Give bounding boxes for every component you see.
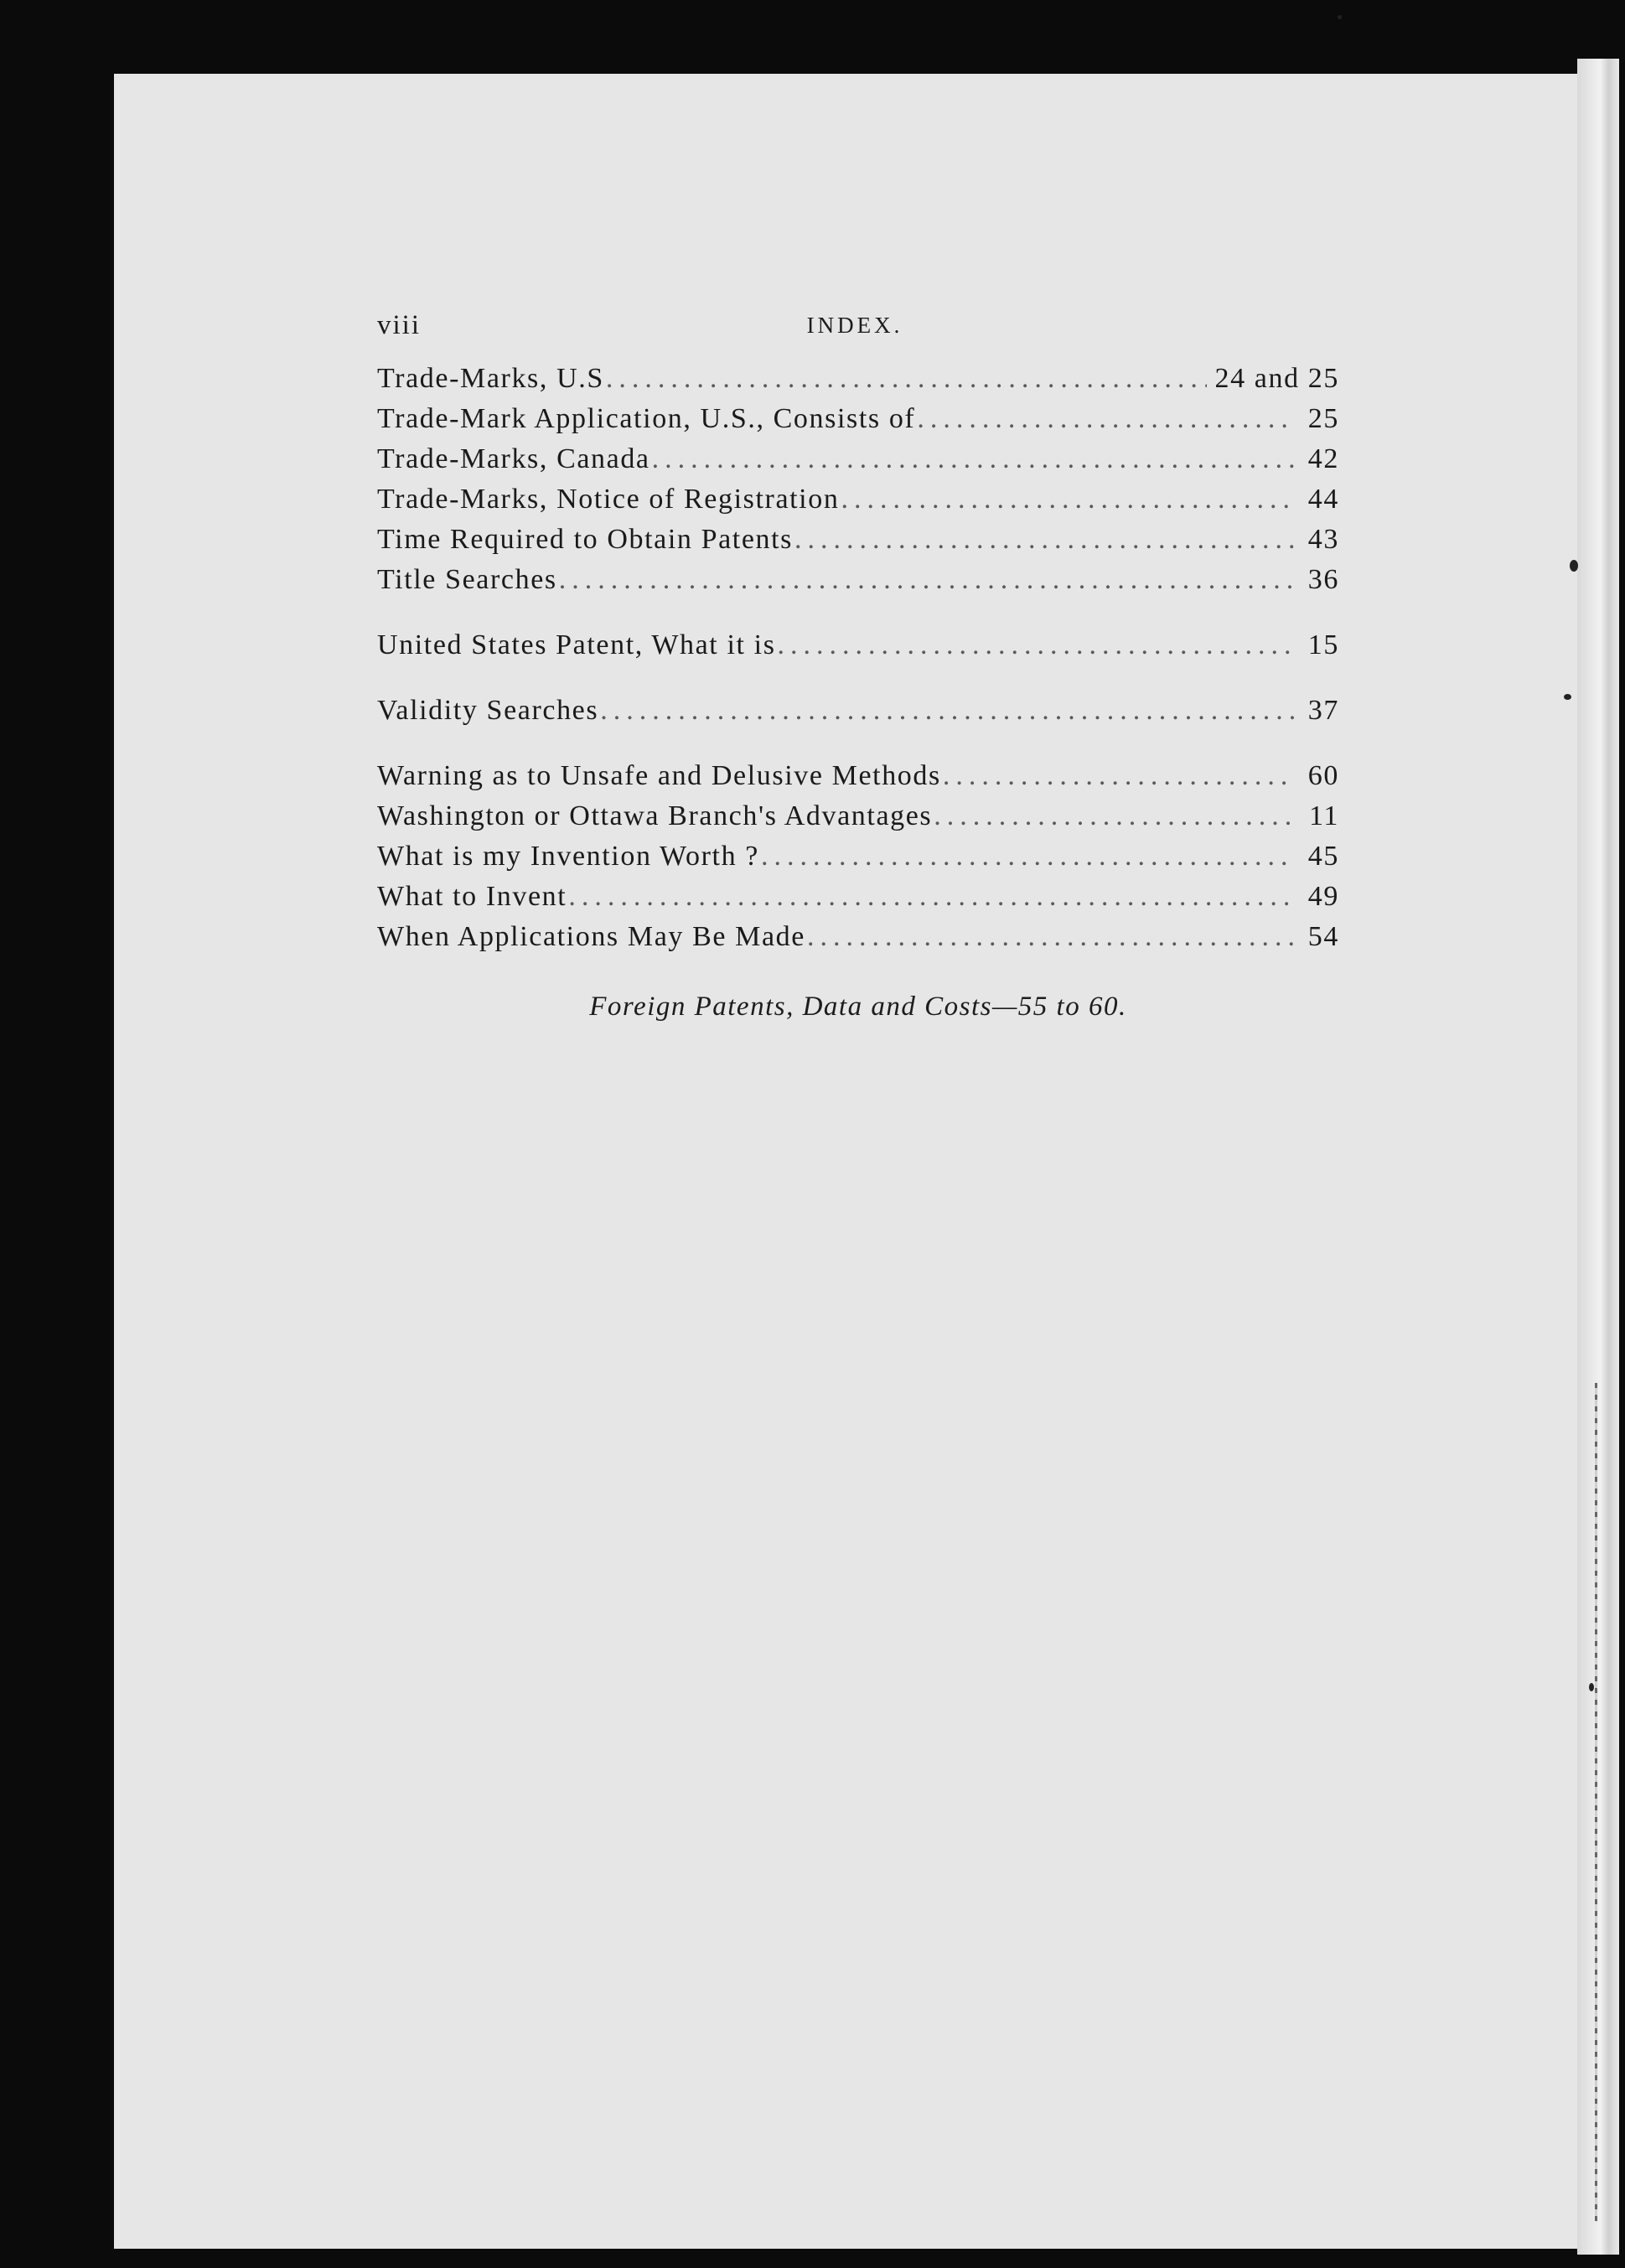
scan-speck [1564, 694, 1571, 700]
footnote: Foreign Patents, Data and Costs—55 to 60. [589, 992, 1127, 1022]
index-entry [377, 359, 1339, 399]
page-binding-edge [1577, 59, 1619, 2255]
index-entry [377, 917, 1339, 957]
binding-stitching [1595, 1383, 1597, 2221]
index-term: Trade-Marks, U.S [377, 363, 604, 394]
index-entry [377, 756, 1339, 796]
index-term: United States Patent, What it is [377, 629, 776, 660]
index-list [377, 359, 1339, 957]
index-group [377, 359, 1339, 600]
dot-leader [606, 359, 1207, 399]
index-entry [377, 439, 1339, 479]
index-page-ref: 24 and 25 [1214, 363, 1339, 394]
dot-leader [807, 917, 1294, 957]
index-entry [377, 877, 1339, 917]
index-group [377, 691, 1339, 731]
dot-leader [841, 479, 1294, 520]
index-page-ref: 36 [1307, 564, 1339, 595]
scan-speck [1570, 560, 1578, 572]
dot-leader [943, 756, 1294, 796]
index-term: What is my Invention Worth ? [377, 841, 759, 872]
index-page-ref: 15 [1307, 629, 1339, 660]
index-term: When Applications May Be Made [377, 921, 805, 952]
index-entry [377, 796, 1339, 836]
index-entry [377, 625, 1339, 665]
index-term: Time Required to Obtain Patents [377, 524, 793, 555]
index-group [377, 625, 1339, 665]
index-page-ref: 25 [1307, 403, 1339, 434]
index-page-ref: 11 [1309, 800, 1339, 831]
page-header [377, 310, 1333, 344]
dot-leader [917, 399, 1294, 439]
scan-speck [1589, 1683, 1594, 1691]
index-entry [377, 560, 1339, 600]
dot-leader [934, 796, 1294, 836]
index-entry [377, 836, 1339, 877]
dot-leader [652, 439, 1294, 479]
index-page-ref: 54 [1307, 921, 1339, 952]
dot-leader [568, 877, 1294, 917]
index-page-ref: 42 [1307, 443, 1339, 474]
index-term: Washington or Ottawa Branch's Advantages [377, 800, 933, 831]
index-term: What to Invent [377, 881, 567, 912]
index-term: Validity Searches [377, 695, 599, 726]
index-term: Title Searches [377, 564, 557, 595]
index-term: Trade-Marks, Canada [377, 443, 650, 474]
dot-leader [794, 520, 1294, 560]
scan-speck [1338, 15, 1342, 19]
index-group [377, 756, 1339, 957]
page-number: viii [377, 310, 422, 340]
index-page-ref: 43 [1307, 524, 1339, 555]
index-page-ref: 60 [1307, 760, 1339, 791]
running-title: INDEX. [806, 313, 903, 338]
index-page-ref: 37 [1307, 695, 1339, 726]
index-entry [377, 691, 1339, 731]
index-term: Warning as to Unsafe and Delusive Methods [377, 760, 941, 791]
index-page-ref: 49 [1307, 881, 1339, 912]
index-term: Trade-Mark Application, U.S., Consists of [377, 403, 916, 434]
index-term: Trade-Marks, Notice of Registration [377, 484, 840, 515]
dot-leader [761, 836, 1294, 877]
index-page-ref: 45 [1307, 841, 1339, 872]
index-entry [377, 399, 1339, 439]
index-entry [377, 479, 1339, 520]
dot-leader [778, 625, 1294, 665]
dot-leader [559, 560, 1294, 600]
index-entry [377, 520, 1339, 560]
index-page-ref: 44 [1307, 484, 1339, 515]
dot-leader [600, 691, 1294, 731]
